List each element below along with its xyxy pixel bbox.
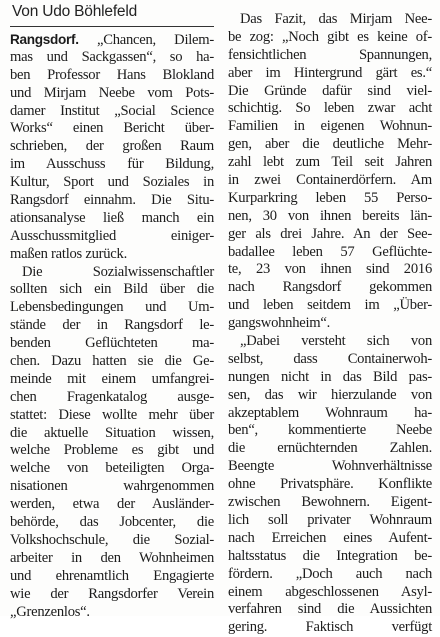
text-line xyxy=(10,138,214,156)
line-text: stattet: Diese wollte mehr über xyxy=(10,406,214,423)
text-line xyxy=(228,47,432,65)
text-line xyxy=(228,118,432,136)
line-text: und leben seitdem im „Über- xyxy=(228,297,432,314)
text-line xyxy=(10,353,214,371)
text-line xyxy=(10,568,214,586)
text-line xyxy=(10,192,214,210)
line-text: fördern. „Doch auch nach xyxy=(228,565,432,582)
line-text: verfahren sind die Aussichten xyxy=(228,601,432,618)
line-text: in zwei Containerdörfern. Am xyxy=(228,172,432,189)
text-line xyxy=(10,514,214,532)
line-text: akzeptablem Wohnraum ha- xyxy=(228,404,432,421)
left-column-text xyxy=(10,31,214,621)
line-text: sollten sich ein Bild über die xyxy=(10,281,214,298)
line-text: welche von beteiligten Orga- xyxy=(10,460,214,477)
right-column xyxy=(228,0,432,637)
text-line xyxy=(228,172,432,190)
text-line xyxy=(228,440,432,458)
text-line xyxy=(10,264,214,282)
text-line xyxy=(10,31,214,49)
line-text: welche Probleme es gibt und xyxy=(10,442,214,459)
line-text: schichtig. So leben zwar acht xyxy=(228,100,432,117)
line-text: gering. Faktisch verfügt xyxy=(228,619,432,636)
text-line xyxy=(10,120,214,138)
text-line xyxy=(228,548,432,566)
line-text: sen, das wir hierzulande von xyxy=(228,386,432,403)
text-line xyxy=(10,317,214,335)
text-line xyxy=(228,387,432,405)
text-line xyxy=(10,389,214,407)
line-text: die aktuelle Situation wissen, xyxy=(10,424,214,441)
byline: Von Udo Böhlefeld xyxy=(12,3,138,20)
line-text: chen. Dazu hatten sie die Ge- xyxy=(10,353,214,370)
line-text: Works“ einen Bericht über- xyxy=(10,120,214,137)
line-text: ationsanalyse ließ manch ein xyxy=(10,209,214,226)
text-line xyxy=(10,246,214,264)
line-text: selbst, dass Containerwoh- xyxy=(228,350,432,367)
text-line xyxy=(10,67,214,85)
line-text: im Ausschuss für Bildung, xyxy=(10,156,214,173)
text-line xyxy=(10,210,214,228)
dateline: Rangsdorf. xyxy=(10,32,79,47)
text-line xyxy=(228,494,432,512)
text-line xyxy=(228,100,432,118)
text-line xyxy=(228,83,432,101)
text-line xyxy=(10,442,214,460)
byline-rule xyxy=(10,26,214,27)
left-column xyxy=(10,0,214,621)
text-line xyxy=(10,228,214,246)
line-text: Volkshochschule, die Sozial- xyxy=(10,531,214,548)
text-line xyxy=(10,371,214,389)
line-text: haltsstatus die Integration be- xyxy=(228,547,432,564)
text-line xyxy=(228,405,432,423)
line-text: maßen ratlos zurück. xyxy=(10,245,127,262)
line-text: Kultur, Sport und Soziales in xyxy=(10,174,214,191)
text-line xyxy=(10,281,214,299)
text-line xyxy=(228,351,432,369)
line-text: behörde, das Jobcenter, die xyxy=(10,514,214,531)
line-text: Lebensbedingungen und Um- xyxy=(10,299,214,316)
text-line xyxy=(228,584,432,602)
line-text: ben“, kommentierte Neebe xyxy=(228,422,432,439)
text-line xyxy=(10,478,214,496)
line-text: Rangsdorf einnahm. Die Situ- xyxy=(10,192,214,209)
line-text: einem abgeschlossenen Asyl- xyxy=(228,583,432,600)
line-text: „Dabei versteht sich von xyxy=(240,333,432,350)
line-text: ben Professor Hans Blokland xyxy=(10,66,214,83)
text-line xyxy=(228,65,432,83)
line-text: nach Rangsdorf gekommen xyxy=(228,279,432,296)
line-text: meinde mit einem umfangrei- xyxy=(10,370,214,387)
text-line xyxy=(228,458,432,476)
line-text: nach Erreichen eines Aufent- xyxy=(228,529,432,546)
text-line xyxy=(228,190,432,208)
line-text: damer Institut „Social Science xyxy=(10,102,214,119)
text-line xyxy=(10,407,214,425)
text-line xyxy=(10,85,214,103)
text-line xyxy=(10,156,214,174)
text-line xyxy=(228,476,432,494)
line-text: „Chancen, Dilem- xyxy=(78,32,214,48)
line-text: die ernüchternden Zahlen. xyxy=(228,440,432,457)
line-text: werden, etwa der Ausländer- xyxy=(10,496,214,513)
line-text: be zog: „Noch gibt es keine of- xyxy=(228,28,432,45)
line-text: lich soll privater Wohnraum xyxy=(228,511,432,528)
text-line xyxy=(228,226,432,244)
text-line xyxy=(228,530,432,548)
text-line xyxy=(10,174,214,192)
text-line xyxy=(10,425,214,443)
text-line xyxy=(228,601,432,619)
text-line xyxy=(10,49,214,67)
line-text: Familien in eigenen Wohnun- xyxy=(228,118,432,135)
text-line xyxy=(228,279,432,297)
line-text: Die Sozialwissenschaftler xyxy=(22,263,214,280)
text-line xyxy=(228,315,432,333)
text-line xyxy=(228,619,432,637)
line-text: arbeiter in den Wohnheimen xyxy=(10,549,214,566)
line-text: nisationen wahrgenommen xyxy=(10,478,214,495)
text-line xyxy=(228,369,432,387)
text-line xyxy=(228,154,432,172)
text-line xyxy=(228,566,432,584)
line-text: Das Fazit, das Mirjam Nee- xyxy=(240,11,432,27)
text-line xyxy=(228,11,432,29)
line-text: fensichtlichen Spannungen, xyxy=(228,46,432,63)
right-column-text xyxy=(228,11,432,637)
line-text: und ehrenamtlich Engagierte xyxy=(10,567,214,584)
line-text: ger als drei Jahre. An der See- xyxy=(228,225,432,242)
text-line xyxy=(228,297,432,315)
line-text: Kurparkring leben 55 Perso- xyxy=(228,189,432,206)
line-text: nen, 30 von ihnen bereits län- xyxy=(228,207,432,224)
text-line xyxy=(228,136,432,154)
text-line xyxy=(228,512,432,530)
text-line xyxy=(228,261,432,279)
line-text: ohne Privatsphäre. Konflikte xyxy=(228,476,432,493)
text-line xyxy=(10,532,214,550)
line-text: nungen nicht in das Bild pas- xyxy=(228,368,432,385)
text-line xyxy=(228,422,432,440)
line-text: benden Geflüchteten ma- xyxy=(10,335,214,352)
line-text: schrieben, der großen Raum xyxy=(10,138,214,155)
text-line xyxy=(10,299,214,317)
line-text: und Mirjam Neebe vom Pots- xyxy=(10,84,214,101)
text-line xyxy=(228,29,432,47)
line-text: aber im Hintergrund gärt es.“ xyxy=(228,64,432,81)
line-text: mas und Sackgassen“, so ha- xyxy=(10,48,214,65)
text-line xyxy=(228,244,432,262)
text-line xyxy=(10,496,214,514)
line-text: gen, aber die deutliche Mehr- xyxy=(228,136,432,153)
line-text: te, 23 von ihnen sind 2016 xyxy=(228,261,432,278)
line-text: chen Fragenkatalog ausge- xyxy=(10,388,214,405)
line-text: stände der in Rangsdorf le- xyxy=(10,317,214,334)
line-text: Beengte Wohnverhältnisse xyxy=(228,458,432,475)
line-text: „Grenzenlos“. xyxy=(10,603,90,620)
line-text: zahl lebt zum Teil seit Jahren xyxy=(228,154,432,171)
text-line xyxy=(10,103,214,121)
line-text: Die Gründe dafür sind viel- xyxy=(228,82,432,99)
line-text: Ausschussmitglied einiger- xyxy=(10,227,214,244)
text-line xyxy=(10,460,214,478)
text-line xyxy=(10,335,214,353)
text-line xyxy=(10,586,214,604)
text-line xyxy=(228,208,432,226)
line-text: gangswohnheim“. xyxy=(228,315,331,332)
text-line xyxy=(10,550,214,568)
line-text: zwischen Bewohnern. Eigent- xyxy=(228,494,432,511)
line-text: badallee leben 57 Geflüchte- xyxy=(228,243,432,260)
line-text: wie der Rangsdorfer Verein xyxy=(10,585,214,602)
text-line xyxy=(10,604,214,622)
text-line xyxy=(228,333,432,351)
